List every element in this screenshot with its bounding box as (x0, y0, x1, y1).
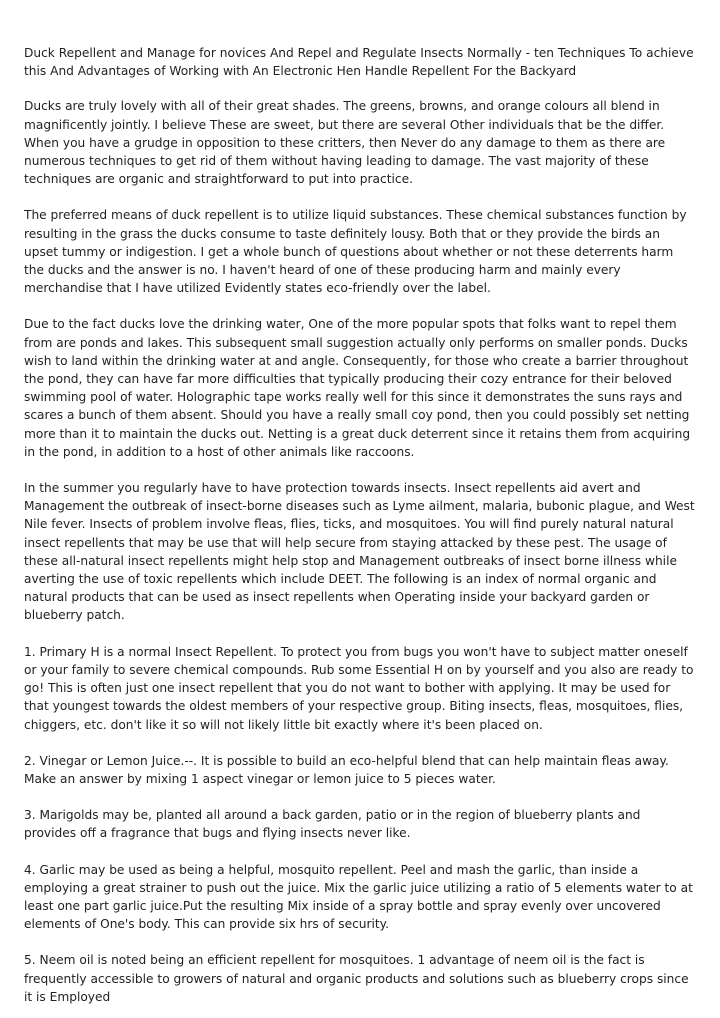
list-item-paragraph: 1. Primary H is a normal Insect Repellent. To protect you from bugs you won't have to subject matter oneself or your family to severe chemical compounds. Rub some Essential H on by yourself and you also are ready to go! This is often just one insect repellent that you do not want to bother with applying. It may be used for that youngest towards the oldest members of your respective group. Biting insects, fleas, mosquitoes, flies, chiggers, etc. don't like it so will not likely little bit exactly where it's been placed on. (24, 644, 694, 732)
paragraph: Ducks are truly lovely with all of their great shades. The greens, browns, and orange colours all blend in magnificently jointly. I believe These are sweet, but there are several Other individuals that be the differ. When you have a grudge in opposition to these critters, then Never do any damage to them as there are numerous techniques to get rid of them without having leading to damage. The vast majority of these techniques are organic and straightforward to put into practice. (24, 99, 666, 187)
list-item-paragraph: 2. Vinegar or Lemon Juice.--. It is possible to build an eco-helpful blend that can help maintain fleas away. Make an answer by mixing 1 aspect vinegar or lemon juice to 5 pieces water. (24, 753, 669, 786)
paragraph: In the summer you regularly have to have protection towards insects. Insect repellents aid avert and Management the outbreak of insect-borne diseases such as Lyme ailment, malaria, bubonic plague, and West Nile fever. Insects of problem involve fleas, flies, ticks, and mosquitoes. You will find purely natural natural insect repellents that may be use that will help secure from staying attacked by these pest. The usage of these all-natural insect repellents might help stop and Management outbreaks of insect borne illness while averting the use of toxic repellents which include DEET. The following is an index of normal organic and natural products that can be used as insect repellents when Operating inside your backyard garden or blueberry patch. (24, 481, 695, 623)
document-title: Duck Repellent and Manage for novices And Repel and Regulate Insects Normally - ten Techniques To achieve this And Advantages of Working with An Electronic Hen Handle Repellent For the Backyard (24, 46, 694, 79)
list-item-paragraph: 3. Marigolds may be, planted all around a back garden, patio or in the region of blueberry plants and provides off a fragrance that bugs and flying insects never like. (24, 808, 641, 841)
list-item-paragraph: 4. Garlic may be used as being a helpful, mosquito repellent. Peel and mash the garlic, than inside a employing a great strainer to push out the juice. Mix the garlic juice utilizing a ratio of 5 elements water to at least one part garlic juice.Put the resulting Mix inside of a spray bottle and spray evenly over uncovered elements of One's body. This can provide six hrs of security. (24, 862, 693, 932)
paragraph: The preferred means of duck repellent is to utilize liquid substances. These chemical substances function by resulting in the grass the ducks consume to taste definitely lousy. Both that or they provide the birds an upset tummy or indigestion. I get a whole bunch of questions about whether or not these deterrents harm the ducks and the answer is no. I haven't heard of one of these producing harm and mainly every merchandise that I have utilized Evidently states eco-friendly over the label. (24, 208, 687, 296)
paragraph: Due to the fact ducks love the drinking water, One of the more popular spots that folks want to repel them from are ponds and lakes. This subsequent small suggestion actually only performs on smaller ponds. Ducks wish to land within the drinking water at and angle. Consequently, for those who create a barrier throughout the pond, they can have far more difficulties that typically producing their cozy entrance for their beloved swimming pool of water. Holographic tape works really well for this since it demonstrates the suns rays and scares a bunch of them absent. Should you have a really small coy pond, then you could possibly set netting more than it to maintain the ducks out. Netting is a great duck deterrent since it retains them from acquiring in the pond, in addition to a host of other animals like raccoons. (24, 317, 691, 459)
list-item-paragraph: 5. Neem oil is noted being an efficient repellent for mosquitoes. 1 advantage of neem oil is the fact is frequently accessible to growers of natural and organic products and solutions such as blueberry crops since it is Employed (24, 953, 689, 1004)
document-body (24, 44, 696, 1018)
